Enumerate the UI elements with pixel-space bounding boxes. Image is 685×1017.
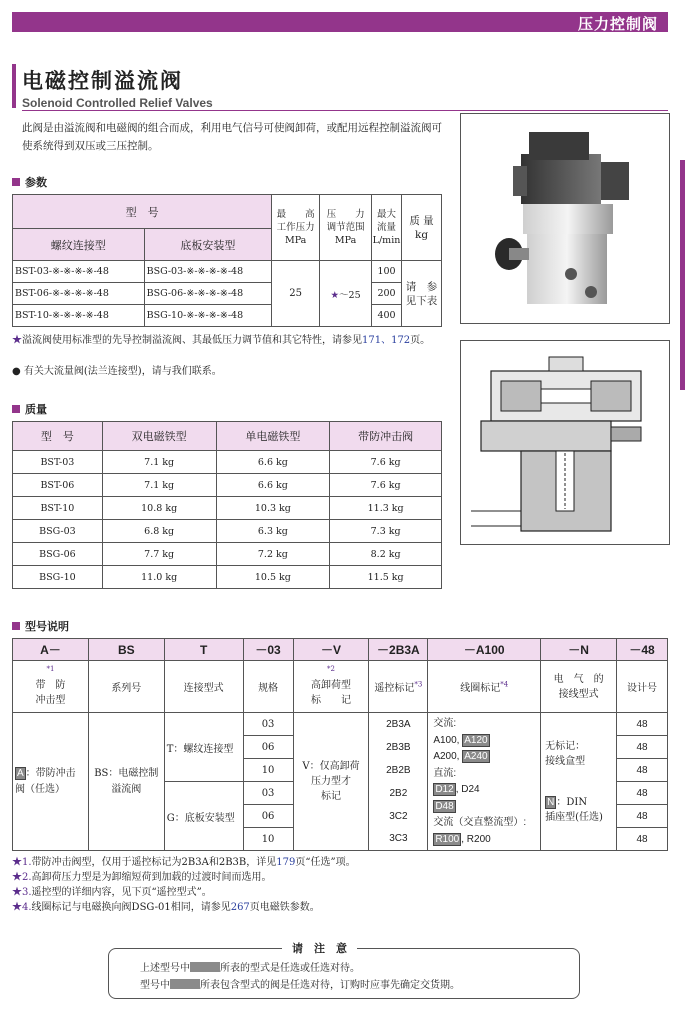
- h-pressure: 最 高 工作压力 MPa: [272, 195, 320, 261]
- section-square-icon: [12, 405, 20, 413]
- remote-0: 2B3A: [369, 713, 428, 736]
- param-range: ★～25: [320, 261, 372, 327]
- mass-h-1: 双电磁铁型: [102, 422, 216, 451]
- coil-options: 交流: A100, A120 A200, A240 直流: D12 , D24 D48 交流（交直整流型）: R100 , R200: [428, 713, 541, 851]
- param-flow-1: 200: [372, 283, 402, 305]
- label-8: 设计号: [617, 661, 668, 713]
- h-plate: 底板安装型: [144, 229, 272, 261]
- params-table: [12, 194, 442, 327]
- remote-2: 2B2B: [369, 759, 428, 782]
- mass-cell: 11.3 kg: [330, 497, 442, 520]
- attention-line-2: 型号中 所表包含型式的阀是任选对待，订购时应事先确定交货期。: [140, 980, 460, 991]
- param-thread-1: BST-06-※-※-※-※-48: [13, 283, 145, 305]
- footnote-1: ★1.带防冲击阀型，仅用于遥控标记为2B3A和2B3B，详见179页“任选”项。: [12, 857, 356, 868]
- param-flow-0: 100: [372, 261, 402, 283]
- param-pressure: 25: [272, 261, 320, 327]
- h-model: 型 号: [13, 195, 272, 229]
- mass-cell: 7.7 kg: [102, 543, 216, 566]
- mass-h-3: 带防冲击阀: [330, 422, 442, 451]
- section-drawing-image: [461, 341, 669, 544]
- valve-section-drawing: [460, 340, 670, 545]
- mass-cell: 6.8 kg: [102, 520, 216, 543]
- param-thread-2: BST-10-※-※-※-※-48: [13, 305, 145, 327]
- mass-section-title: 质量: [12, 401, 47, 417]
- param-flow-2: 400: [372, 305, 402, 327]
- page-link[interactable]: 267: [230, 902, 250, 913]
- option-a: A ：带防冲击 阀（任选）: [13, 713, 89, 851]
- param-plate-0: BSG-03-※-※-※-※-48: [144, 261, 272, 283]
- design-2: 48: [617, 759, 668, 782]
- section-square-icon: [12, 622, 20, 630]
- page-link[interactable]: 179: [276, 857, 296, 868]
- footnote-4: ★4.线圈标记与电磁换向阀DSG-01相同，请参见267页电磁铁参数。: [12, 902, 320, 913]
- footnotes: [12, 855, 668, 915]
- model-section-title: 型号说明: [12, 618, 69, 634]
- attention-title: 请 注 意: [282, 940, 357, 956]
- label-6: 线圈标记$^{*4}$: [428, 661, 541, 713]
- page-link[interactable]: 171、172: [362, 335, 411, 346]
- mass-cell: 10.3 kg: [216, 497, 330, 520]
- option-bs: BS：电磁控制 溢流阀: [88, 713, 164, 851]
- h-thread: 螺纹连接型: [13, 229, 145, 261]
- size-3: 03: [243, 782, 293, 805]
- code-0: A－: [13, 639, 89, 661]
- params-note-2: ● 有关大流量阀(法兰连接型)，请与我们联系。: [12, 366, 222, 377]
- remote-1: 2B3B: [369, 736, 428, 759]
- remote-3: 2B2: [369, 782, 428, 805]
- h-flow: 最大 流量 L/min: [372, 195, 402, 261]
- param-plate-2: BSG-10-※-※-※-※-48: [144, 305, 272, 327]
- mass-cell: 11.5 kg: [330, 566, 442, 589]
- mass-cell: 6.6 kg: [216, 451, 330, 474]
- label-5: 遥控标记$^{*3}$: [369, 661, 428, 713]
- params-note-1: ★溢流阀使用标准型的先导控制溢流阀、其最低压力调节值和其它特性，请参见171、172页。: [12, 335, 431, 346]
- mass-cell: 6.6 kg: [216, 474, 330, 497]
- intro-text: 此阀是由溢流阀和电磁阀的组合而成，利用电气信号可使阀卸荷，或配用远程控制溢流阀可使系统得到双压或三压控制。: [22, 122, 442, 152]
- mass-cell: BST-03: [13, 451, 103, 474]
- header-bar: [12, 12, 668, 32]
- mass-cell: BST-06: [13, 474, 103, 497]
- param-thread-0: BST-03-※-※-※-※-48: [13, 261, 145, 283]
- mass-cell: 10.5 kg: [216, 566, 330, 589]
- mass-cell: BST-10: [13, 497, 103, 520]
- mass-table: [12, 421, 442, 589]
- size-1: 06: [243, 736, 293, 759]
- section-square-icon: [12, 178, 20, 186]
- code-5: －2B3A: [369, 639, 428, 661]
- mass-cell: 7.6 kg: [330, 451, 442, 474]
- title-accent: [12, 64, 16, 108]
- sample-box-icon: [190, 962, 220, 972]
- mass-cell: BSG-06: [13, 543, 103, 566]
- mass-cell: BSG-10: [13, 566, 103, 589]
- label-7: 电 气 的 接线型式: [541, 661, 617, 713]
- mass-h-0: 型 号: [13, 422, 103, 451]
- h-range: 压 力 调节范围 MPa: [320, 195, 372, 261]
- mass-cell: 7.3 kg: [330, 520, 442, 543]
- design-0: 48: [617, 713, 668, 736]
- mass-cell: BSG-03: [13, 520, 103, 543]
- label-2: 连接型式: [164, 661, 243, 713]
- star-icon: ★: [12, 335, 22, 346]
- option-t: T：螺纹连接型: [164, 713, 243, 782]
- label-4: $^{*2}$ 高卸荷型 标 记: [293, 661, 369, 713]
- valve-photo-image: [461, 114, 669, 323]
- mass-cell: 6.3 kg: [216, 520, 330, 543]
- design-1: 48: [617, 736, 668, 759]
- size-0: 03: [243, 713, 293, 736]
- category-title: 压力控制阀: [577, 15, 658, 33]
- code-7: －N: [541, 639, 617, 661]
- footnote-3: ★3.遥控型的详细内容，见下页“遥控型式”。: [12, 887, 212, 898]
- size-2: 10: [243, 759, 293, 782]
- mass-cell: 7.1 kg: [102, 474, 216, 497]
- mass-cell: 11.0 kg: [102, 566, 216, 589]
- label-0: $^{*1}$ 带 防 冲击型: [13, 661, 89, 713]
- param-plate-1: BSG-06-※-※-※-※-48: [144, 283, 272, 305]
- param-mass: 请 参 见下表: [402, 261, 442, 327]
- footnote-2: ★2.高卸荷压力型是为卸缩短荷到加载的过渡时间而选用。: [12, 872, 272, 883]
- code-4: －V: [293, 639, 369, 661]
- side-marker: [680, 160, 685, 390]
- model-table: [12, 638, 668, 851]
- mass-h-2: 单电磁铁型: [216, 422, 330, 451]
- size-5: 10: [243, 828, 293, 851]
- code-8: －48: [617, 639, 668, 661]
- option-v: V：仅高卸荷 压力型才 标记: [293, 713, 369, 851]
- remote-5: 3C3: [369, 828, 428, 851]
- code-3: －03: [243, 639, 293, 661]
- code-6: －A100: [428, 639, 541, 661]
- size-4: 06: [243, 805, 293, 828]
- title-divider: [22, 110, 668, 111]
- design-5: 48: [617, 828, 668, 851]
- design-3: 48: [617, 782, 668, 805]
- code-2: T: [164, 639, 243, 661]
- mass-cell: 7.1 kg: [102, 451, 216, 474]
- star-icon: ★: [330, 289, 340, 301]
- h-mass: 质 量 kg: [402, 195, 442, 261]
- params-section-title: 参数: [12, 174, 47, 190]
- sample-box-icon: [170, 979, 200, 989]
- attention-line-1: 上述型号中 所表的型式是任选或任选对待。: [140, 963, 360, 974]
- wiring-options: 无标记： 接线盒型 N ：DIN 插座型(任选): [541, 713, 617, 851]
- page-subtitle: Solenoid Controlled Relief Valves: [22, 96, 213, 110]
- design-4: 48: [617, 805, 668, 828]
- mass-cell: 7.6 kg: [330, 474, 442, 497]
- code-1: BS: [88, 639, 164, 661]
- option-g: G：底板安装型: [164, 782, 243, 851]
- mass-cell: 8.2 kg: [330, 543, 442, 566]
- mass-cell: 7.2 kg: [216, 543, 330, 566]
- valve-photo: [460, 113, 670, 324]
- remote-4: 3C2: [369, 805, 428, 828]
- mass-cell: 10.8 kg: [102, 497, 216, 520]
- page-title: 电磁控制溢流阀: [22, 69, 183, 93]
- label-1: 系列号: [88, 661, 164, 713]
- label-3: 规格: [243, 661, 293, 713]
